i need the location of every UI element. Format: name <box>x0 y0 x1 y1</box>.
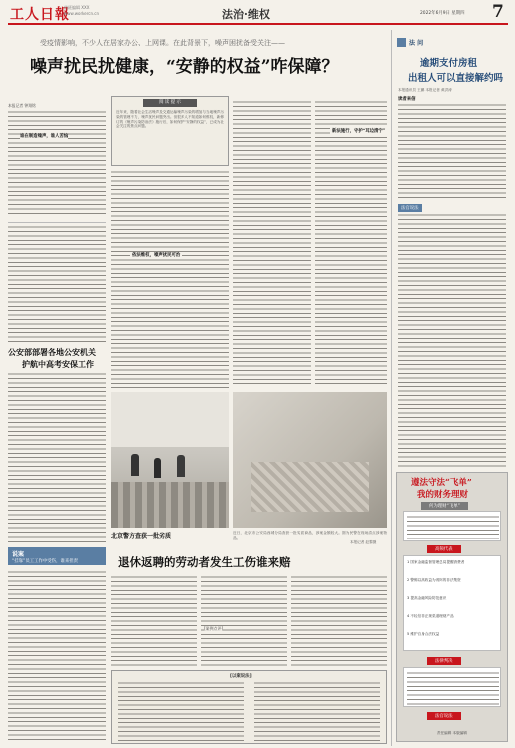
news-photo <box>111 392 229 528</box>
masthead-sub2: www.workercn.cn <box>64 11 100 16</box>
promo-text-box <box>403 511 501 541</box>
lead-tag: 阅 读 提 示 <box>143 99 197 107</box>
article-column-2 <box>111 170 229 390</box>
photo-figure <box>131 454 139 476</box>
story4-headline: 退休返聘的劳动者发生工伤谁来赔 <box>118 555 291 569</box>
sidebar-tag-label: 法 问 <box>409 40 424 47</box>
sidebar-byline: 本报通讯员 王鹏 本报记者 黄洪涛 <box>398 88 452 92</box>
promo-title-1: 遵法守法“飞单” <box>411 478 472 488</box>
promo-judgment <box>403 667 501 707</box>
promo-title-2: 我的财务理财 <box>417 490 469 500</box>
article-column-1 <box>8 110 106 215</box>
list-item: 2 警惕以高收益为诱饵的非法集资 <box>407 578 461 582</box>
photo-goods <box>111 482 229 528</box>
sidebar-ask: 读者来信 <box>398 97 416 102</box>
story4-box-text-2 <box>254 681 380 741</box>
photo-right <box>233 392 387 528</box>
photo-figure <box>154 458 161 478</box>
newspaper-logo: 工人日報 <box>10 7 70 23</box>
story4-column-2 <box>201 575 287 667</box>
story4-tag2: [案例点评] <box>204 626 224 631</box>
main-headline: 噪声扰民扰健康，“安静的权益”咋保障？ <box>30 57 339 77</box>
photo-caption-title: 北京警方查获一批劣质 <box>111 533 172 540</box>
promo-head-1: 高频代表 <box>427 545 461 553</box>
story2-text-lower <box>8 372 106 542</box>
photo-building <box>111 392 229 447</box>
story4-box-text <box>118 681 244 741</box>
list-item: 1 国家金融监督管理总局提醒消费者 <box>407 560 465 564</box>
masthead-rule <box>8 23 508 25</box>
promo-head-3: 法官说法 <box>427 712 461 720</box>
subhead-b: 依法维权，噪声扰民可治 <box>132 253 181 258</box>
subhead-a: 谁在制造噪声，谁人苦恼 <box>20 134 69 139</box>
list-item: 3 提高金融风险防范意识 <box>407 596 447 600</box>
sidebar-text-1 <box>398 103 506 201</box>
story4-tag: [以案说法] <box>230 674 252 679</box>
column-divider <box>391 30 392 746</box>
promo-text <box>407 515 499 539</box>
main-kicker: 受疫情影响，不少人在居家办公、上网课。在此背景下，噪声困扰备受关注—— <box>40 39 285 47</box>
masthead <box>0 0 515 26</box>
story2-headline-2: 护航中高考安保工作 <box>22 359 94 369</box>
story2-headline: 公安部部署各地公安机关 <box>8 347 96 357</box>
story3-tag: 说案 <box>12 551 25 558</box>
sidebar-text-2 <box>398 213 506 468</box>
lead-text: 近年来，随着社会生活噪声及交通运输噪声污染的增加与当地噪声污染的管理不力，噪声扰民问题突出。但很多人不知道如何维权，新修订的《噪声污染防治法》施行后，如何保护“安静的权益”，已成为社会关注的焦点问题。 <box>116 110 224 129</box>
story4-column-1 <box>111 575 197 667</box>
promo-footer: 责任编辑 本版编辑 <box>437 731 467 735</box>
story4-column-3 <box>291 575 387 667</box>
photo-figure <box>177 455 185 477</box>
promo-box <box>396 472 508 742</box>
promo-list <box>403 555 501 651</box>
sidebar-headline-1: 逾期支付房租 <box>420 58 478 69</box>
story3-headline: “挂靠”员工工作中受伤，谁来担责 <box>12 559 79 564</box>
article-column-3 <box>233 100 311 385</box>
page-number: 7 <box>492 2 504 22</box>
photo-caption: 近日，北京市公安局西城分局查获一批劣质商品，涉案金额较大。图为民警在现场清点涉案物品。 <box>233 531 387 540</box>
story2-text <box>8 225 106 343</box>
article-column-4 <box>315 100 387 385</box>
story2-top-rule <box>8 222 106 223</box>
masthead-sub1: 值班编辑 XXX <box>64 5 90 10</box>
sidebar-headline-2: 出租人可以直接解约吗 <box>408 73 504 84</box>
story3-text <box>8 570 106 742</box>
promo-judgment-text <box>407 671 499 705</box>
list-item: 5 维护自身合法权益 <box>407 632 440 636</box>
section-title: 法治·维权 <box>222 8 270 21</box>
promo-head-2: 法律判决 <box>427 657 461 665</box>
sidebar-tag <box>397 38 406 47</box>
promo-sub: 何为理财“飞单” <box>421 502 468 510</box>
story4-box <box>111 670 387 744</box>
sidebar-box-head: 法官说法 <box>398 204 422 212</box>
photo-credit: 本报记者 赵黎摄 <box>350 540 377 544</box>
main-byline: 本报记者 钟翔铭 <box>8 103 36 108</box>
lead-box <box>111 96 229 166</box>
list-item: 4 不轻信非正规渠道理财产品 <box>407 614 454 618</box>
issue-date: 2022年6月9日 星期四 <box>420 11 465 16</box>
subhead-c: 新法施行，守护“耳边清宁” <box>332 129 386 134</box>
photo-goods-stack <box>251 462 369 512</box>
